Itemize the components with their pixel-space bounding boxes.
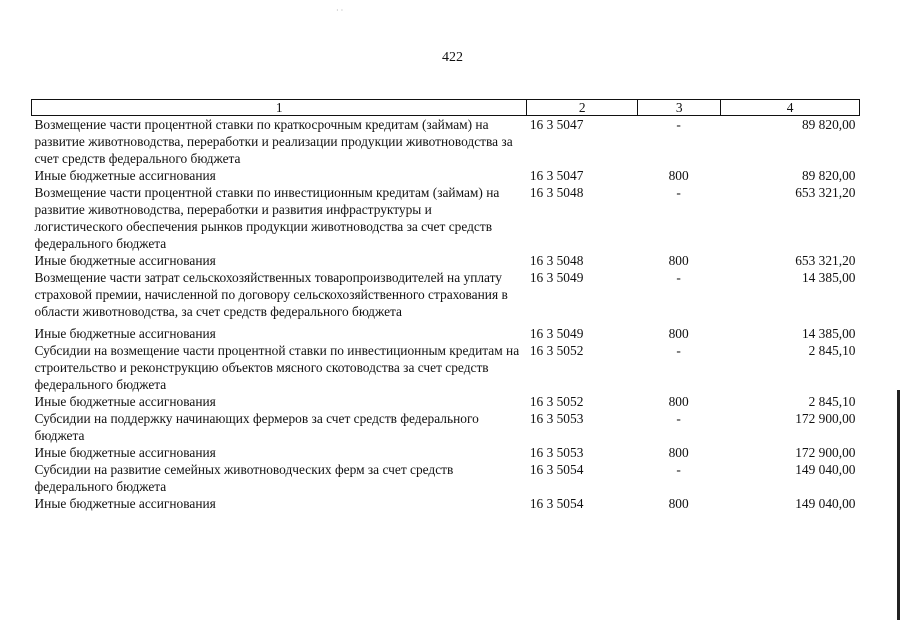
row-code-cell: 16 3 5054 xyxy=(529,462,584,477)
row-name-cell: Иные бюджетные ассигнования xyxy=(34,253,216,268)
row-type-cell: 800 xyxy=(668,253,689,268)
table-row xyxy=(32,167,860,184)
header-row xyxy=(32,100,860,116)
row-amount-cell: 89 820,00 xyxy=(801,168,856,183)
row-amount-cell: 14 385,00 xyxy=(801,270,856,285)
row-code-cell: 16 3 5047 xyxy=(529,117,584,132)
row-type-cell: 800 xyxy=(668,326,689,341)
row-name-cell: Субсидии на возмещение части процентной ставки по инвестиционным кредитам на строительство и реконструкцию объектов мясного скотоводства за счет средств федерального бюджета xyxy=(34,343,520,392)
header-col-1: 1 xyxy=(32,100,527,116)
row-type-cell: - xyxy=(676,343,681,358)
row-amount-cell: 14 385,00 xyxy=(801,326,856,341)
row-type-cell: - xyxy=(676,462,681,477)
row-type-cell: - xyxy=(676,270,681,285)
row-name-cell: Возмещение части процентной ставки по краткосрочным кредитам (займам) на развитие животноводства, переработки и реализации продукции животноводства за счет средств федерального бюджета xyxy=(34,117,513,166)
row-name-cell: Возмещение части процентной ставки по инвестиционным кредитам (займам) на развитие животноводства, переработки и развития инфраструктуры и логистического обеспечения рынков продукции животноводства за счет средств федерального бюджета xyxy=(34,185,500,251)
row-type-cell: - xyxy=(676,411,681,426)
scan-edge-line xyxy=(897,390,900,620)
row-code-cell: 16 3 5048 xyxy=(529,253,584,268)
row-amount-cell: 2 845,10 xyxy=(808,394,856,409)
row-code-cell: 16 3 5052 xyxy=(529,394,584,409)
row-code-cell: 16 3 5047 xyxy=(529,168,584,183)
header-col-4: 4 xyxy=(721,100,860,116)
row-code-cell: 16 3 5053 xyxy=(529,445,584,460)
row-type-cell: 800 xyxy=(668,445,689,460)
row-amount-cell: 149 040,00 xyxy=(795,462,856,477)
row-code-cell: 16 3 5054 xyxy=(529,496,584,511)
row-name-cell: Субсидии на развитие семейных животноводческих ферм за счет средств федерального бюджета xyxy=(34,462,454,494)
row-name-cell: Иные бюджетные ассигнования xyxy=(34,394,216,409)
table-row xyxy=(32,495,860,512)
header-col-2: 2 xyxy=(527,100,638,116)
row-amount-cell: 89 820,00 xyxy=(801,117,856,132)
row-name-cell: Субсидии на поддержку начинающих фермеров за счет средств федерального бюджета xyxy=(34,411,479,443)
table-row xyxy=(32,184,860,252)
row-code-cell: 16 3 5053 xyxy=(529,411,584,426)
budget-table xyxy=(31,99,860,512)
table-row xyxy=(32,393,860,410)
table-row xyxy=(32,461,860,495)
row-code-cell: 16 3 5048 xyxy=(529,185,584,200)
row-type-cell: 800 xyxy=(668,496,689,511)
row-code-cell: 16 3 5049 xyxy=(529,326,584,341)
row-amount-cell: 172 900,00 xyxy=(795,445,856,460)
scan-mark: · · xyxy=(336,6,344,15)
table-row xyxy=(32,342,860,393)
row-code-cell: 16 3 5049 xyxy=(529,270,584,285)
row-amount-cell: 653 321,20 xyxy=(795,253,856,268)
row-type-cell: 800 xyxy=(668,394,689,409)
table-row xyxy=(32,252,860,269)
row-name-cell: Иные бюджетные ассигнования xyxy=(34,496,216,511)
table-row xyxy=(32,269,860,325)
row-amount-cell: 172 900,00 xyxy=(795,411,856,426)
table-row xyxy=(32,116,860,168)
row-amount-cell: 653 321,20 xyxy=(795,185,856,200)
table-row xyxy=(32,410,860,444)
row-name-cell: Иные бюджетные ассигнования xyxy=(34,445,216,460)
row-amount-cell: 149 040,00 xyxy=(795,496,856,511)
row-code-cell: 16 3 5052 xyxy=(529,343,584,358)
table-row xyxy=(32,444,860,461)
row-type-cell: 800 xyxy=(668,168,689,183)
header-col-3: 3 xyxy=(638,100,721,116)
row-type-cell: - xyxy=(676,185,681,200)
table-body xyxy=(32,116,860,513)
row-type-cell: - xyxy=(676,117,681,132)
page-number: 422 xyxy=(442,50,463,65)
row-name-cell: Иные бюджетные ассигнования xyxy=(34,168,216,183)
row-name-cell: Возмещение части затрат сельскохозяйственных товаропроизводителей на уплату страховой премии, начисленной по договору сельскохозяйственного страхования в области животноводства, за счет средств федерального бюджета xyxy=(34,270,508,319)
table-row xyxy=(32,325,860,342)
row-name-cell: Иные бюджетные ассигнования xyxy=(34,326,216,341)
row-amount-cell: 2 845,10 xyxy=(808,343,856,358)
